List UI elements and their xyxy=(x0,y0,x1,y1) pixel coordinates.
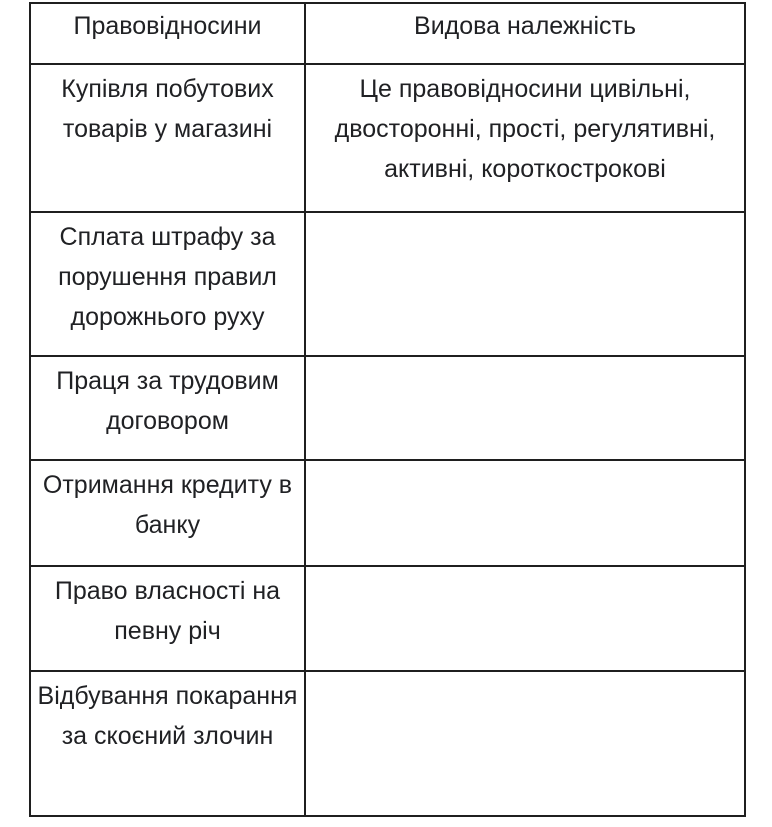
relation-text: Отримання кредиту в банку xyxy=(42,471,293,539)
type-cell xyxy=(305,566,745,671)
header-cell-relations xyxy=(30,3,305,64)
table-row xyxy=(30,64,745,212)
relation-cell xyxy=(30,460,305,566)
type-text xyxy=(308,569,742,571)
type-text xyxy=(308,674,742,676)
type-cell xyxy=(305,212,745,356)
type-text xyxy=(308,359,742,361)
relation-cell xyxy=(30,671,305,816)
legal-relations-table xyxy=(29,2,746,817)
relation-cell xyxy=(30,64,305,212)
type-text xyxy=(308,463,742,465)
header-relations-label: Правовідносини xyxy=(73,12,262,40)
table-row xyxy=(30,212,745,356)
type-cell xyxy=(305,460,745,566)
header-cell-type xyxy=(305,3,745,64)
relation-cell xyxy=(30,566,305,671)
type-text xyxy=(308,215,742,217)
type-text: Це правовідносини цивільні, двосторонні, прості, регулятивні, активні, короткострокові xyxy=(334,75,716,183)
relation-text: Право власності на певну річ xyxy=(54,577,281,645)
relation-text: Відбування покарання за скоєний злочин xyxy=(37,682,298,750)
type-cell xyxy=(305,64,745,212)
table-row xyxy=(30,566,745,671)
type-cell xyxy=(305,671,745,816)
table-row xyxy=(30,460,745,566)
relation-text: Праця за трудовим договором xyxy=(56,367,279,435)
relation-cell xyxy=(30,356,305,460)
type-cell xyxy=(305,356,745,460)
table-header-row xyxy=(30,3,745,64)
relation-text: Сплата штрафу за порушення правил дорожнього руху xyxy=(58,223,277,331)
table-row xyxy=(30,671,745,816)
relation-cell xyxy=(30,212,305,356)
header-type-label: Видова належність xyxy=(414,12,636,40)
relation-text: Купівля побутових товарів у магазині xyxy=(61,75,274,143)
table-row xyxy=(30,356,745,460)
